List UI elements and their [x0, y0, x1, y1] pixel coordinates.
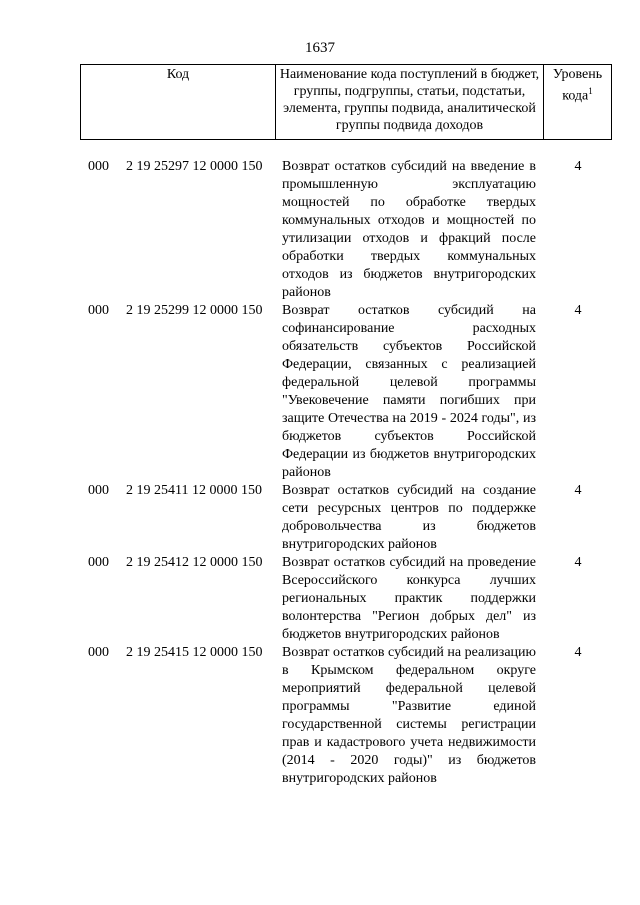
row-prefix: 000 [88, 303, 109, 318]
row-name: Возврат остатков субсидий на создание сети ресурсных центров по поддержке добровольчества из бюджетов внутригородских районов [282, 483, 536, 552]
table-header [80, 64, 612, 140]
table-row [80, 644, 610, 788]
page-number: 1637 [305, 40, 335, 56]
row-name: Возврат остатков субсидий на проведение Всероссийского конкурса лучших региональных практик поддержки волонтерства "Регион добрых дел" из бюджетов внутригородских районов [282, 555, 536, 642]
row-level: 4 [574, 159, 582, 174]
row-name: Возврат остатков субсидий на реализацию в Крымском федеральном округе мероприятий федеральной целевой программы "Развитие единой государственной системы регистрации прав и кадастрового учета недвижимости (2014 - 2020 годы)" из бюджетов внутригородских районов [282, 645, 536, 786]
table-row [80, 554, 610, 644]
row-prefix: 000 [88, 483, 109, 498]
row-code: 2 19 25297 12 0000 150 [126, 159, 263, 174]
row-prefix: 000 [88, 159, 109, 174]
row-level: 4 [574, 483, 582, 498]
row-code: 2 19 25411 12 0000 150 [126, 483, 262, 498]
table-row [80, 158, 610, 302]
footnote-marker: 1 [588, 86, 593, 96]
row-code: 2 19 25299 12 0000 150 [126, 303, 263, 318]
header-name: Наименование кода поступлений в бюджет, группы, подгруппы, статьи, подстатьи, элемента, группы подвида, аналитической группы подвида доходов [276, 65, 544, 139]
row-name: Возврат остатков субсидий на софинансирование расходных обязательств субъектов Российской Федерации, связанных с реализацией федеральной целевой программы "Увековечение памяти погибших при защите Отечества на 2019 - 2024 годы", из бюджетов субъектов Российской Федерации из бюджетов внутригородских районов [282, 303, 536, 480]
table-row [80, 482, 610, 554]
row-prefix: 000 [88, 645, 109, 660]
row-level: 4 [574, 303, 582, 318]
table-row [80, 302, 610, 482]
header-level: Уровень кода$^1$ [552, 67, 603, 104]
row-level: 4 [574, 645, 582, 660]
row-name: Возврат остатков субсидий на введение в промышленную эксплуатацию мощностей по обработке твердых коммунальных отходов и мощностей по утилизации отходов и фракций после обработки твердых коммунальных отходов из бюджетов внутригородских районов [282, 159, 536, 300]
table-body [80, 158, 610, 788]
row-level: 4 [574, 555, 582, 570]
row-code: 2 19 25415 12 0000 150 [126, 645, 263, 660]
header-code: Код [81, 65, 276, 139]
row-prefix: 000 [88, 555, 109, 570]
row-code: 2 19 25412 12 0000 150 [126, 555, 263, 570]
